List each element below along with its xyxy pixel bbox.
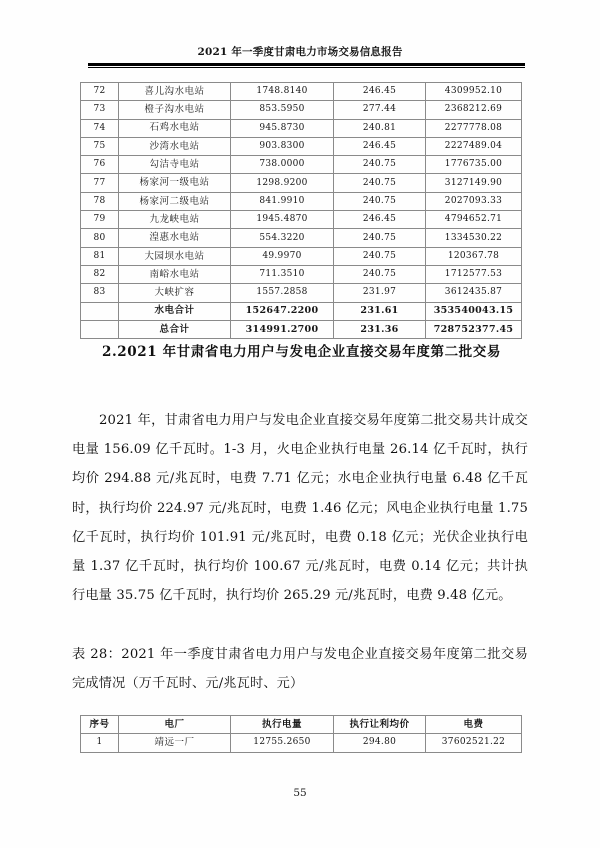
cell-price: 240.75 [334,265,426,283]
cell-fee: 1712577.53 [426,265,522,283]
cell-plant-name: 杨家河一级电站 [119,174,231,192]
table-row [81,211,522,229]
cell-price: 240.81 [334,119,426,137]
cell-quantity: 1945.4870 [231,211,334,229]
cell-price: 231.36 [334,320,426,338]
cell-plant-name: 勾洁寺电站 [119,156,231,174]
cell-quantity: 1298.9200 [231,174,334,192]
cell-fee: 2277778.08 [426,119,522,137]
cell-plant-name: 总合计 [119,320,231,338]
cell-plant-name: 杨家河二级电站 [119,192,231,210]
table-row [81,192,522,210]
cell-index: 75 [81,137,119,155]
cell-fee: 1776735.00 [426,156,522,174]
cell-fee: 4309952.10 [426,83,522,101]
cell-price: 240.75 [334,229,426,247]
cell-index: 81 [81,247,119,265]
cell-index: 74 [81,119,119,137]
table-row [81,284,522,302]
cell-quantity: 152647.2200 [231,302,334,320]
cell-plant-name: 九龙峡电站 [119,211,231,229]
cell-price: 277.44 [334,101,426,119]
cell-fee: 3612435.87 [426,284,522,302]
running-header-title: 2021 年一季度甘肃电力市场交易信息报告 [197,46,403,58]
header-rule-divider [88,63,525,66]
cell-plant-name: 石鸡水电站 [119,119,231,137]
cell-quantity: 554.3220 [231,229,334,247]
cell-index: 73 [81,101,119,119]
cell-index: 80 [81,229,119,247]
cell-quantity: 314991.2700 [231,320,334,338]
cell-quantity: 903.8300 [231,137,334,155]
table-row [81,101,522,119]
table-caption: 表 28：2021 年一季度甘肃省电力用户与发电企业直接交易年度第二批交易完成情况（万千瓦时、元/兆瓦时、元） [72,647,528,692]
cell-index: 77 [81,174,119,192]
body-paragraph: 2021 年，甘肃省电力用户与发电企业直接交易年度第二批交易共计成交电量 156.09 亿千瓦时。1-3 月，火电企业执行电量 26.14 亿千瓦时，执行均价 294.88 元/兆瓦时，电费 7.71 亿元；水电企业执行电量 6.48 亿千瓦时，执行均价 224.97 元/兆瓦时，电费 1.46 亿元；风电企业执行电量 1.75 亿千瓦时，执行均价 101.91 元/兆瓦时，电费 0.18 亿元；光伏企业执行电量 1.37 亿千瓦时，执行均价 100.67 元/兆瓦时，电费 0.14 亿元；共计执行电量 35.75 亿千瓦时，执行均价 265.29 元/兆瓦时，电费 9.48 亿元。 [72,413,528,604]
table-row [81,229,522,247]
cell-fee: 353540043.15 [426,302,522,320]
cell-price: 231.97 [334,284,426,302]
cell-plant-name: 橙子沟水电站 [119,101,231,119]
cell-price: 240.75 [334,247,426,265]
cell-index: 1 [81,734,119,752]
table-row [81,302,522,320]
cell-quantity: 841.9910 [231,192,334,210]
cell-price: 231.61 [334,302,426,320]
cell-price: 246.45 [334,211,426,229]
cell-index: 83 [81,284,119,302]
cell-plant-name: 大峡扩容 [119,284,231,302]
cell-quantity: 49.9970 [231,247,334,265]
cell-fee: 728752377.45 [426,320,522,338]
cell-quantity: 1557.2858 [231,284,334,302]
cell-index [81,302,119,320]
cell-fee: 1334530.22 [426,229,522,247]
table-row [81,156,522,174]
batch2-transaction-table [80,715,522,753]
cell-fee: 3127149.90 [426,174,522,192]
cell-plant-name: 大园坝水电站 [119,247,231,265]
cell-price: 246.45 [334,137,426,155]
column-header: 执行让利均价 [334,716,426,734]
table-row [81,734,522,752]
page-number: 55 [293,787,307,799]
cell-fee: 120367.78 [426,247,522,265]
cell-price: 246.45 [334,83,426,101]
cell-quantity: 853.5950 [231,101,334,119]
table-row [81,320,522,338]
cell-index: 82 [81,265,119,283]
cell-index [81,320,119,338]
table-row [81,174,522,192]
column-header: 执行电量 [231,716,334,734]
section-heading: 2.2021 年甘肃省电力用户与发电企业直接交易年度第二批交易 [102,344,501,360]
cell-price: 240.75 [334,192,426,210]
table-header-row [81,716,522,734]
hydro-power-plants-table [80,82,522,339]
table-row [81,265,522,283]
cell-fee: 2368212.69 [426,101,522,119]
cell-plant-name: 湟惠水电站 [119,229,231,247]
cell-price: 240.75 [334,174,426,192]
cell-quantity: 711.3510 [231,265,334,283]
cell-fee: 2227489.04 [426,137,522,155]
cell-price: 240.75 [334,156,426,174]
cell-plant-name: 喜儿沟水电站 [119,83,231,101]
cell-fee: 4794652.71 [426,211,522,229]
cell-fee: 37602521.22 [426,734,522,752]
cell-quantity: 738.0000 [231,156,334,174]
cell-plant-name: 水电合计 [119,302,231,320]
cell-index: 76 [81,156,119,174]
table-row [81,137,522,155]
table-row [81,247,522,265]
cell-fee: 2027093.33 [426,192,522,210]
cell-price: 294.80 [334,734,426,752]
column-header: 电费 [426,716,522,734]
cell-quantity: 1748.8140 [231,83,334,101]
table-row [81,119,522,137]
cell-quantity: 12755.2650 [231,734,334,752]
cell-plant-name: 靖远一厂 [119,734,231,752]
column-header: 电厂 [119,716,231,734]
column-header: 序号 [81,716,119,734]
cell-index: 72 [81,83,119,101]
table-row [81,83,522,101]
cell-index: 79 [81,211,119,229]
cell-plant-name: 沙湾水电站 [119,137,231,155]
cell-quantity: 945.8730 [231,119,334,137]
cell-plant-name: 南峪水电站 [119,265,231,283]
cell-index: 78 [81,192,119,210]
